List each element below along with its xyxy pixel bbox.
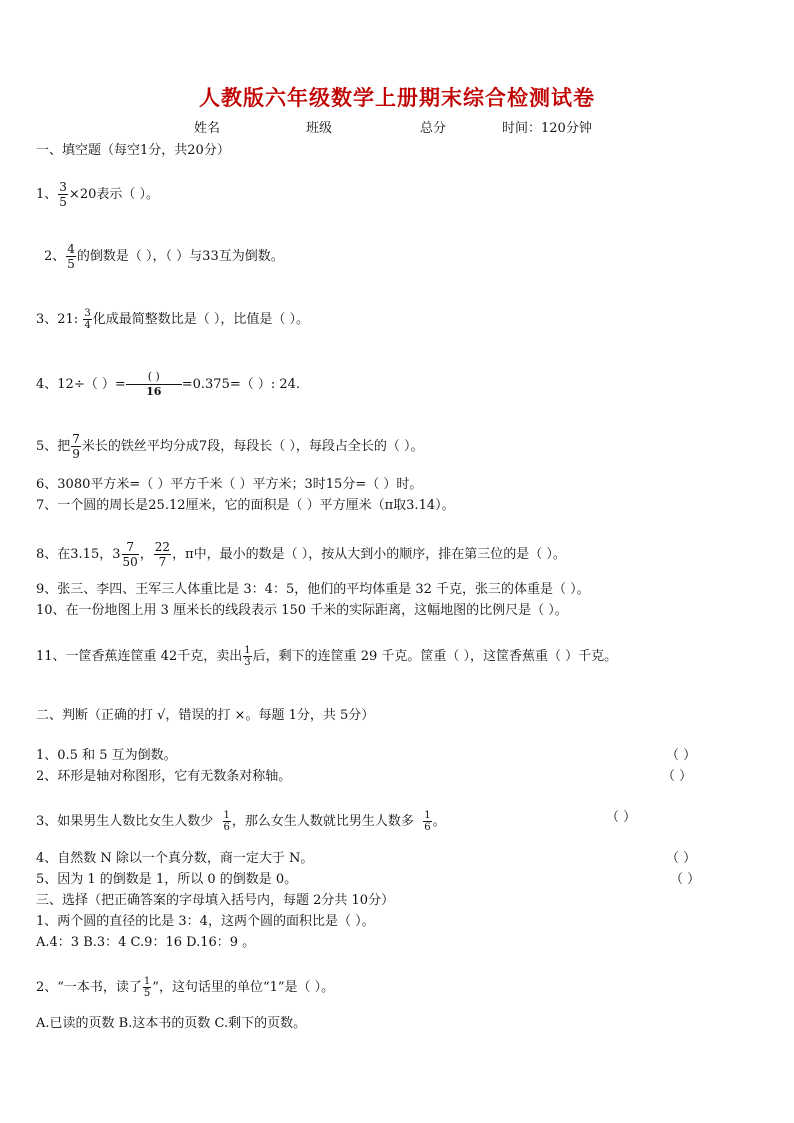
q2-5: 5、因为 1 的倒数是 1，所以 0 的倒数是 0。	[36, 872, 298, 887]
answer-paren[interactable]: （ ）	[670, 872, 701, 887]
page-title: 人教版六年级数学上册期末综合检测试卷	[199, 85, 595, 110]
answer-paren[interactable]: （ ）	[666, 748, 697, 763]
q-text: 米长的铁丝平均分成7段，每段长（ ），每段占全长的（ ）。	[81, 439, 424, 454]
fraction: $\frac{7}{9}$	[72, 432, 80, 461]
q1-9: 9、张三、李四、王军三人体重比是 3：4：5，他们的平均体重是 32 千克，张三的体重是（ ）。	[36, 582, 590, 597]
fraction: $\frac{4}{5}$	[67, 242, 75, 271]
q-text: 化成最简整数比是（ ），比值是（ ）。	[92, 312, 309, 327]
q-text: 的倒数是（ ），（ ）与33互为倒数。	[76, 249, 284, 264]
q3-2	[36, 976, 334, 999]
section3-heading: 三、选择（把正确答案的字母填入括号内，每题 2分共 10分）	[36, 893, 395, 908]
q1-2	[44, 242, 284, 271]
q1-4	[36, 370, 300, 399]
q2-3	[36, 810, 446, 833]
answer-paren[interactable]: （ ）	[606, 810, 637, 825]
q-text: 11、一筐香蕉连筐重 42千克，卖出	[36, 649, 243, 664]
q2-2: 2、环形是轴对称图形，它有无数条对称轴。	[36, 769, 292, 784]
q2-1: 1、0.5 和 5 互为倒数。	[36, 748, 177, 763]
q-text: 后，剩下的连筐重 29 千克。筐重（ ），这筐香蕉重（ ）千克。	[252, 649, 618, 664]
q-text: 5、把	[36, 439, 71, 454]
answer-paren[interactable]: （ ）	[662, 769, 693, 784]
fraction: $\frac{3}{5}$	[59, 180, 67, 209]
q-text: 3、21:	[36, 312, 83, 327]
q-text: 4、12÷（ ）=	[36, 377, 126, 392]
q-text: ×20表示（ ）。	[68, 187, 159, 202]
header-score: 总分	[420, 121, 447, 136]
q-text: 2、“一本书，读了	[36, 980, 142, 995]
section2-heading: 二、判断（正确的打 √，错误的打 ×。每题 1分，共 5分）	[36, 708, 375, 723]
q1-1	[36, 180, 159, 209]
q-text: ，那么女生人数就比男生人数多	[231, 814, 414, 829]
q1-10: 10、在一份地图上用 3 厘米长的线段表示 150 千米的实际距离，这幅地图的比例尺是（ ）。	[36, 603, 568, 618]
q-text: 1、	[36, 187, 58, 202]
fraction: $\frac{1}{6}$	[424, 810, 431, 833]
q3-1: 1、两个圆的直径的比是 3：4，这两个圆的面积比是（ ）。	[36, 914, 375, 929]
q-text: 2、	[44, 249, 66, 264]
header-name: 姓名	[194, 121, 221, 136]
answer-paren[interactable]: （ ）	[666, 851, 697, 866]
fraction: $\frac{3}{4}$	[84, 308, 91, 331]
header-class: 班级	[306, 121, 333, 136]
fraction: $\frac{7}{50}$	[122, 540, 138, 569]
fraction: ( ) 16	[126, 370, 182, 399]
q-text: 3、如果男生人数比女生人数少	[36, 814, 214, 829]
fraction: $\frac{1}{6}$	[223, 810, 230, 833]
q-text: ，	[139, 547, 153, 562]
q1-3	[36, 308, 309, 331]
fraction: $\frac{1}{5}$	[143, 976, 151, 999]
header-time: 时间：120分钟	[502, 121, 592, 136]
q-text: 8、在3.15，3	[36, 547, 121, 562]
fraction: $\frac{1}{3}$	[244, 645, 251, 668]
q1-7: 7、一个圆的周长是25.12厘米，它的面积是（ ）平方厘米（π取3.14）。	[36, 498, 455, 513]
q1-8	[36, 540, 566, 569]
q1-5	[36, 432, 423, 461]
q1-6: 6、3080平方米=（ ）平方千米（ ）平方米；3时15分=（ ）时。	[36, 477, 423, 492]
q1-11	[36, 645, 617, 668]
q-text: ”，这句话里的单位“1”是（ ）。	[152, 980, 335, 995]
q-text: =0.375=（ ）: 24.	[181, 377, 301, 392]
q3-1-options: A.4：3 B.3：4 C.9：16 D.16：9 。	[36, 935, 256, 950]
q3-2-options: A.已读的页数 B.这本书的页数 C.剩下的页数。	[36, 1016, 307, 1031]
q-text: ，π中，最小的数是（ ），按从大到小的顺序，排在第三位的是（ ）。	[172, 547, 566, 562]
q2-4: 4、自然数 N 除以一个真分数，商一定大于 N。	[36, 851, 314, 866]
section1-heading: 一、填空题（每空1分，共20分）	[36, 143, 230, 158]
fraction: $\frac{22}{7}$	[154, 540, 171, 569]
q-text: 。	[432, 814, 446, 829]
